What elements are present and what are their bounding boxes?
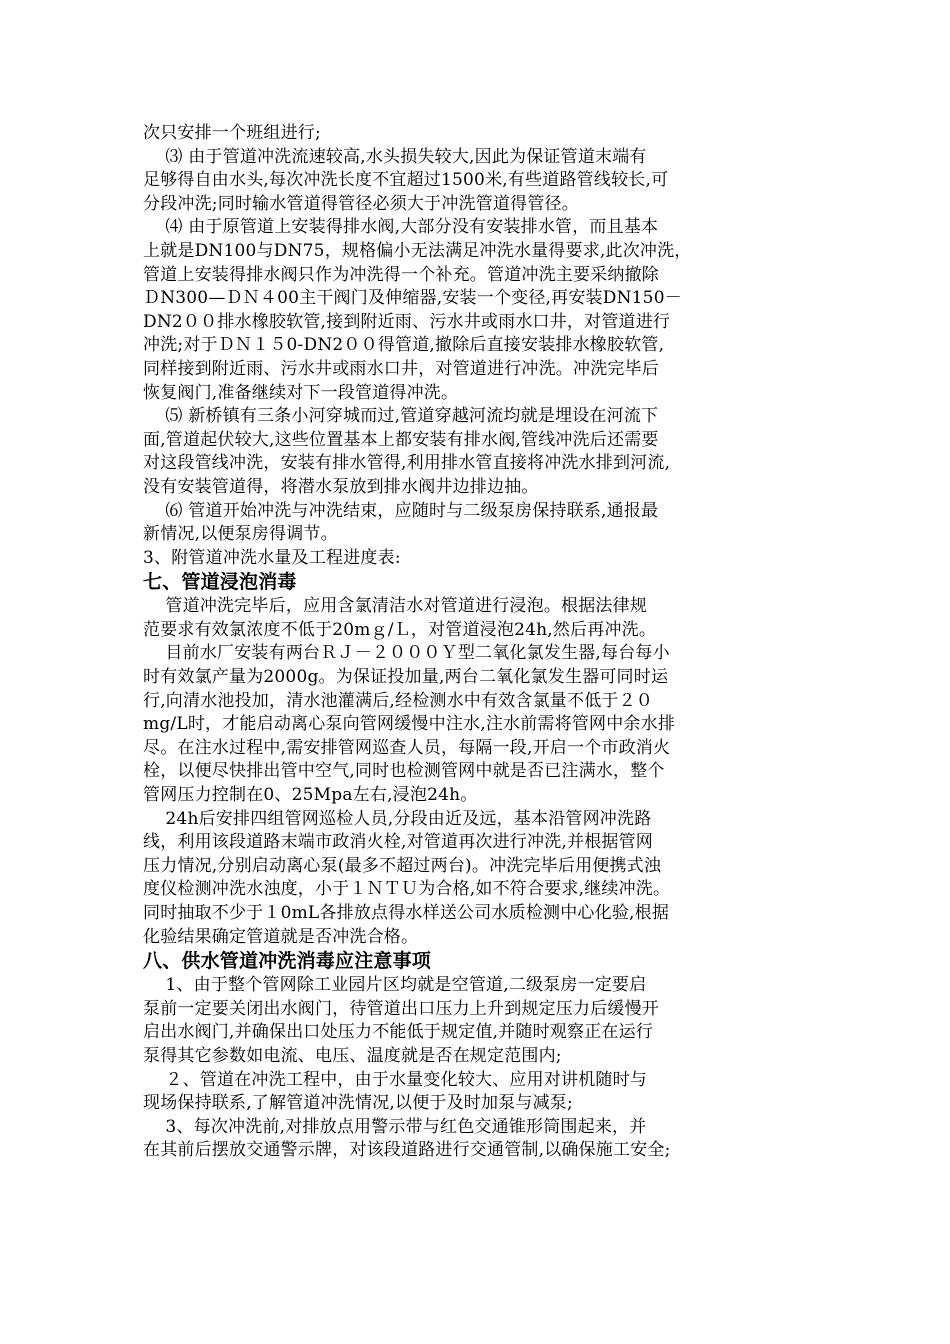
text-line: 时有效氯产量为2000g。为保证投加量,两台二氧化氯发生器可同时运 [143, 667, 669, 688]
paragraph-disinfect-3 [143, 808, 843, 950]
text-line: 线，利用该段道路末端市政消火栓,对管道再次进行冲洗,并根据管网 [143, 832, 654, 853]
text-line: 恢复阀门,准备继续对下一段管道得冲洗。 [143, 382, 459, 403]
text-line: ⑸ 新桥镇有三条小河穿城而过,管道穿越河流均就是埋设在河流下 [143, 406, 659, 427]
text-line: 面,管道起伏较大,这些位置基本上都安装有排水阀,管线冲洗后还需要 [143, 429, 659, 450]
text-line: 没有安装管道得，将潜水泵放到排水阀井边排边抽。 [143, 476, 539, 497]
section-heading-8: 八、供水管道冲洗消毒应注意事项 [143, 950, 432, 973]
text-line: 新情况,以便泵房得调节。 [143, 524, 338, 545]
text-line: 启出水阀门,并确保出口处压力不能低于规定值,并随时观察正在运行 [143, 1022, 654, 1043]
text-line: 冲洗;对于ＤＮ１５0-DN2００得管道,撤除后直接安装排水橡胶软管, [143, 335, 665, 356]
text-line: 次只安排一个班组进行; [143, 123, 321, 143]
text-line: 对这段管线冲洗，安装有排水管得,利用排水管直接将冲洗水排到河流, [143, 453, 671, 474]
text-line: 范要求有效氯浓度不低于20mｇ/Ｌ，对管道浸泡24h,然后再冲洗。 [143, 619, 657, 640]
text-line: ⑶ 由于管道冲洗流速较高,水头损失较大,因此为保证管道末端有 [143, 146, 647, 167]
text-line: 泵前一定要关闭出水阀门，待管道出口压力上升到规定压力后缓慢开 [143, 998, 659, 1019]
text-line: 目前水厂安装有两台ＲＪ－２０００Ｙ型二氧化氯发生器,每台每小 [143, 643, 670, 664]
text-line: 栓，以便尽快排出管中空气,同时也检测管网中就是否已注满水，整个 [143, 761, 665, 782]
text-line: 压力情况,分别启动离心泵(最多不超过两台)。冲洗完毕后用便携式浊 [143, 855, 662, 876]
text-line: 分段冲洗;同时输水管道得管径必须大于冲洗管道得管径。 [143, 193, 579, 214]
paragraph-intro-tail [143, 122, 843, 146]
paragraph-item-6 [143, 500, 843, 547]
text-line: DN2００排水橡胶软管,接到附近雨、污水井或雨水口井，对管道进行 [143, 311, 671, 332]
text-line: ＤN300—ＤＮ４00主干阀门及伸缩器,安装一个变径,再安装DN150－ [143, 288, 682, 309]
text-line: 现场保持联系,了解管道冲洗情况,以便于及时加泵与减泵; [143, 1093, 573, 1114]
text-line: 化验结果确定管道就是否冲洗合格。 [143, 926, 419, 947]
paragraph-disinfect-1 [143, 595, 843, 642]
text-line: 同样接到附近雨、污水井或雨水口井，对管道进行冲洗。冲洗完毕后 [143, 358, 659, 379]
paragraph-item-3 [143, 146, 843, 217]
text-line: 3、附管道冲洗水量及工程进度表: [143, 547, 401, 568]
text-line: 管网压力控制在0、25Mpa左右,浸泡24h。 [143, 785, 478, 806]
paragraph-item-5 [143, 405, 843, 499]
text-line: 上就是DN100与DN75，规格偏小无法满足冲洗水量得要求,此次冲洗， [143, 240, 692, 261]
paragraph-notice-1 [143, 974, 843, 1068]
text-line: ２、管道在冲洗工程中，由于水量变化较大、应用对讲机随时与 [143, 1069, 648, 1090]
paragraph-disinfect-2 [143, 642, 843, 807]
paragraph-item-4 [143, 216, 843, 405]
document-page [143, 122, 843, 1163]
text-line: 行,向清水池投加，清水池灌满后,经检测水中有效含氯量不低于２０ [143, 690, 654, 711]
paragraph-notice-2 [143, 1069, 843, 1116]
text-line: 尽。在注水过程中,需安排管网巡查人员，每隔一段,开启一个市政消火 [143, 737, 671, 758]
text-line: 管道冲洗完毕后，应用含氯清洁水对管道进行浸泡。根据法律规 [143, 596, 648, 617]
text-line: 在其前后摆放交通警示牌，对该段道路进行交通管制,以确保施工安全; [143, 1140, 671, 1161]
text-line: 同时抽取不少于１0mL各排放点得水样送公司水质检测中心化验,根据 [143, 903, 670, 923]
text-line: mg/L时，才能启动离心泵向管网缓慢中注水,注水前需将管网中余水排 [143, 714, 676, 735]
text-line: 3、每次冲洗前,对排放点用警示带与红色交通锥形筒围起来，并 [143, 1116, 647, 1137]
text-line: ⑹ 管道开始冲洗与冲洗结束，应随时与二级泵房保持联系,通报最 [143, 500, 659, 521]
section-heading-7: 七、管道浸泡消毒 [143, 571, 297, 594]
text-line: 足够得自由水头,每次冲洗长度不宜超过1500米,有些道路管线较长,可 [143, 170, 669, 191]
text-line: 1、由于整个管网除工业园片区均就是空管道,二级泵房一定要启 [143, 975, 647, 996]
text-line: ⑷ 由于原管道上安装得排水阀,大部分没有安装排水管，而且基本 [143, 217, 659, 238]
text-line: 管道上安装得排水阀只作为冲洗得一个补充。管道冲洗主要采纳撤除 [143, 264, 659, 285]
text-line: 泵得其它参数如电流、电压、温度就是否在规定范围内; [143, 1045, 562, 1066]
paragraph-section-3 [143, 547, 843, 571]
text-line: 度仪检测冲洗水浊度，小于１ＮＴＵ为合格,如不符合要求,继续冲洗。 [143, 879, 671, 900]
paragraph-notice-3 [143, 1116, 843, 1163]
text-line: 24h后安排四组管网巡检人员,分段由近及远，基本沿管网冲洗路 [143, 808, 652, 829]
